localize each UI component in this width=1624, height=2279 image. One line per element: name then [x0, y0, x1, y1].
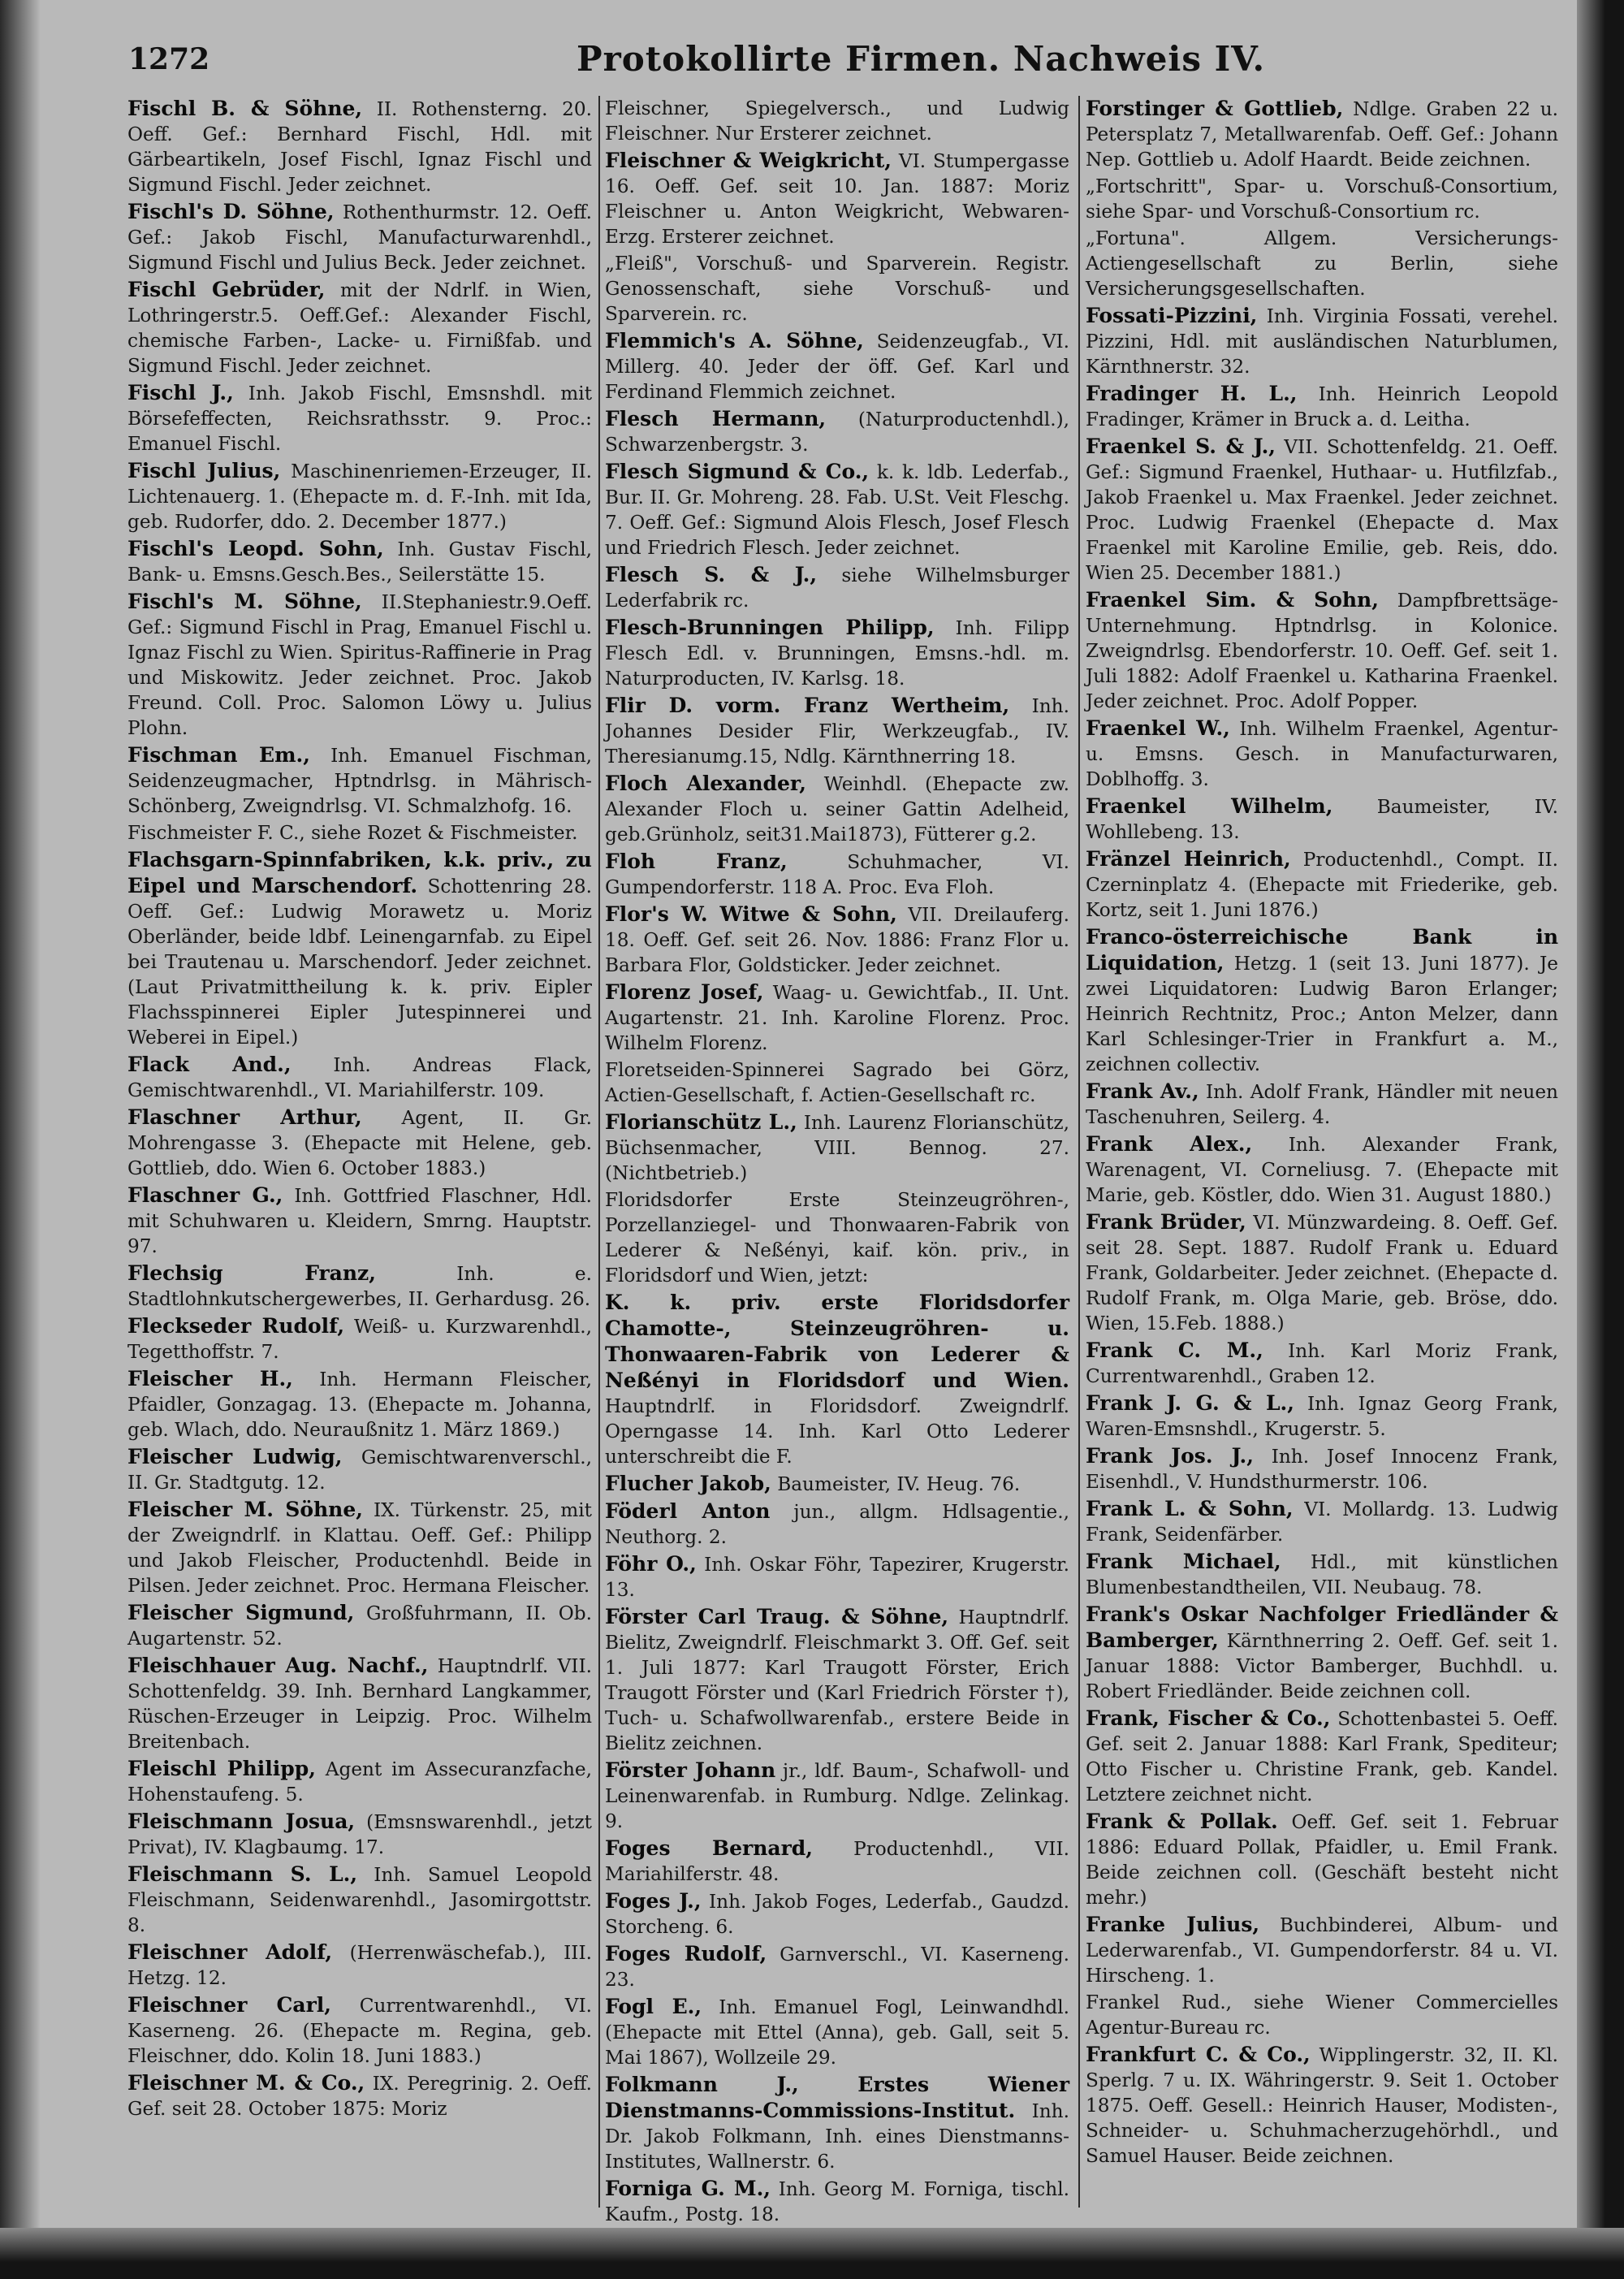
firm-name: Frank Brüder, — [1086, 1210, 1246, 1234]
firm-name: Föderl Anton — [605, 1499, 771, 1523]
firm-name: Frank Av., — [1086, 1079, 1199, 1103]
directory-entry — [605, 979, 1069, 1056]
firm-details: Schottenring 28. Oeff. Gef.: Ludwig Morawetz u. Moriz Oberländer, beide ldbf. Leinengarnfab. zu Eipel bei Trautenau u. Marschendorf. Jeder zeichnet. (Laut Privatmittheilung k. k. priv. Eipler Flachsspinnerei Eipler Jutespinnerei und Weberei in Eipel.) — [127, 876, 592, 1049]
directory-entry — [127, 1052, 592, 1103]
firm-details: Inh. Gottfried Flaschner, Hdl. mit Schuhwaren u. Kleidern, Smrng. Hauptstr. 97. — [127, 1185, 592, 1257]
directory-entry — [1086, 1602, 1558, 1704]
firm-name: Floch Alexander, — [605, 772, 806, 795]
page-header — [122, 39, 1575, 88]
directory-entry — [605, 406, 1069, 457]
firm-name: Fleischer Ludwig, — [127, 1445, 343, 1468]
directory-entry — [127, 1600, 592, 1651]
firm-name: Fleischner M. & Co., — [127, 2071, 365, 2095]
firm-details: Hauptndrlf. Bielitz, Zweigndrlf. Fleischmarkt 3. Off. Gef. seit 1. Juli 1877: Karl Traugott Förster, Erich Traugott Förster und (Karl Friedrich Förster †), Tuch- u. Schafwollwarenfab., erstere Beide in Bielitz zeichnen. — [605, 1607, 1069, 1754]
firm-details: „Fortschritt", Spar- u. Vorschuß-Consortium, siehe Spar- und Vorschuß-Consortium rc. — [1086, 175, 1558, 223]
firm-details: Productenhdl., Compt. II. Czerninplatz 4. (Ehepacte mit Friederike, geb. Kortz, seit 1. Juni 1876.) — [1086, 849, 1558, 921]
firm-name: Forniga G. M., — [605, 2177, 771, 2200]
firm-name: Fleckseder Rudolf, — [127, 1314, 345, 1338]
directory-entry — [127, 1940, 592, 1991]
firm-details: Currentwarenhdl., VI. Kaserneng. 26. (Ehepacte m. Regina, geb. Fleischner, ddo. Kolin 18. Juni 1883.) — [127, 1995, 592, 2067]
page-bottom-shadow — [0, 2228, 1624, 2277]
firm-details: Hauptndrlf. in Floridsdorf. Zweigndrlf. Operngasse 14. Inh. Karl Otto Lederer unterschreibt die F. — [605, 1395, 1069, 1468]
directory-entry — [605, 1604, 1069, 1756]
directory-entry — [1086, 846, 1558, 923]
directory-entry — [605, 148, 1069, 249]
firm-details: Inh. Josef Innocenz Frank, Eisenhdl., V. Hundsthurmerstr. 106. — [1086, 1446, 1559, 1493]
directory-entry — [1086, 1390, 1558, 1442]
firm-details: Baumeister, IV. Heug. 76. — [777, 1473, 1021, 1495]
firm-details: Schuhmacher, VI. Gumpendorferstr. 118 A. Proc. Eva Floh. — [605, 851, 1069, 898]
directory-entry — [605, 1290, 1069, 1469]
firm-details: VI. Mollardg. 13. Ludwig Frank, Seidenfärber. — [1086, 1498, 1558, 1546]
firm-details: Schottenbastei 5. Oeff. Gef. seit 2. Januar 1888: Karl Frank, Spediteur; Otto Fischer u. Christine Frank, geb. Kandel. Letztere zeichnet nicht. — [1086, 1708, 1558, 1805]
firm-details: Inh. Jakob Foges, Lederfab., Gaudzd. Storcheng. 6. — [605, 1891, 1069, 1938]
firm-details: Inh. Oskar Föhr, Tapezirer, Krugerstr. 13. — [605, 1554, 1069, 1601]
firm-name: Fleischhauer Aug. Nachf., — [127, 1654, 429, 1677]
directory-entry — [605, 1758, 1069, 1834]
firm-details: Rothenthurmstr. 12. Oeff. Gef.: Jakob Fischl, Manufacturwarenhdl., Sigmund Fischl und Julius Beck. Jeder zeichnet. — [127, 201, 592, 274]
firm-details: k. k. ldb. Lederfab., Bur. II. Gr. Mohreng. 28. Fab. U.St. Veit Fleschg. 7. Oeff. Gef.: Sigmund Alois Flesch, Josef Flesch und Friedrich Flesch. Jeder zeichnet. — [605, 461, 1069, 559]
firm-details: (Naturproductenhdl.), Schwarzenbergstr. 3. — [605, 409, 1069, 456]
firm-name: Franke Julius, — [1086, 1913, 1260, 1936]
firm-name: Förster Carl Traug. & Söhne, — [605, 1605, 949, 1628]
firm-details: Productenhdl., VII. Mariahilferstr. 48. — [605, 1838, 1069, 1885]
firm-name: Foges Bernard, — [605, 1836, 813, 1860]
directory-entry — [127, 1261, 592, 1312]
directory-entry — [127, 380, 592, 456]
firm-details: Hauptndrlf. VII. Schottenfeldg. 39. Inh. Bernhard Langkammer, Rüschen-Erzeuger in Leipzig. Proc. Wilhelm Breitenbach. — [127, 1655, 592, 1753]
firm-name: Fischl Julius, — [127, 459, 281, 482]
firm-details: Garnverschl., VI. Kaserneng. 23. — [605, 1944, 1069, 1991]
directory-entry — [127, 1756, 592, 1807]
firm-details: mit der Ndrlf. in Wien, Lothringerstr.5. Oeff.Gef.: Alexander Fischl, chemische Farben-, Lacke- u. Firnißfab. und Sigmund Fischl. Jeder zeichnet. — [127, 279, 593, 377]
directory-entry — [605, 2176, 1069, 2227]
firm-details: Seidenzeugfab., VI. Millerg. 40. Jeder der öff. Gef. Karl und Ferdinand Flemmich zeichnet. — [605, 331, 1069, 403]
directory-entry — [1086, 716, 1558, 792]
directory-entry — [605, 459, 1069, 560]
firm-details: Inh. Georg M. Forniga, tischl. Kaufm., Postg. 18. — [605, 2178, 1070, 2225]
firm-name: Fradinger H. L., — [1086, 382, 1298, 405]
directory-entry — [605, 849, 1069, 900]
firm-name: Forstinger & Gottlieb, — [1086, 97, 1344, 120]
directory-entry — [605, 251, 1069, 326]
firm-details: II.Stephaniestr.9.Oeff. Gef.: Sigmund Fischl in Prag, Emanuel Fischl u. Ignaz Fischl zu Wien. Spiritus-Raffinerie in Prag und Miskowitz. Jeder zeichnet. Proc. Jakob Freund. Coll. Proc. Salomon Löwy u. Julius Plohn. — [127, 591, 593, 739]
directory-entry — [127, 1809, 592, 1860]
firm-name: Fleischer H., — [127, 1367, 293, 1390]
directory-entry — [127, 742, 592, 819]
firm-details: Inh. Filipp Flesch Edl. v. Brunningen, Emsns.-hdl. m. Naturproducten, IV. Karlsg. 18. — [605, 617, 1069, 690]
firm-name: Foges Rudolf, — [605, 1942, 767, 1965]
firm-name: Fleischner & Weigkricht, — [605, 149, 892, 172]
column-right — [1086, 96, 1558, 2208]
firm-details: Inh. Karl Moriz Frank, Currentwarenhdl., Graben 12. — [1086, 1340, 1558, 1387]
directory-entry — [605, 1941, 1069, 1992]
firm-name: Flaschner G., — [127, 1183, 283, 1207]
page-left-shadow — [0, 0, 41, 2277]
firm-details: VII. Dreilauferg. 18. Oeff. Gef. seit 26. Nov. 1886: Franz Flor u. Barbara Flor, Goldsticker. Jeder zeichnet. — [605, 904, 1069, 976]
column-divider — [1078, 96, 1080, 2208]
directory-entry — [605, 1551, 1069, 1602]
firm-details: Inh. Laurenz Florianschütz, Büchsenmacher, VIII. Bennog. 27. (Nichtbetrieb.) — [605, 1112, 1069, 1184]
firm-details: „Fleiß", Vorschuß- und Sparverein. Registr. Genossenschaft, siehe Vorschuß- und Sparverein. rc. — [605, 253, 1069, 325]
firm-name: Flaschner Arthur, — [127, 1105, 362, 1129]
firm-details: Hdl., mit künstlichen Blumenbestandtheilen, VII. Neubaug. 78. — [1086, 1551, 1558, 1598]
firm-name: Fraenkel Wilhelm, — [1086, 794, 1333, 818]
firm-details: Floretseiden-Spinnerei Sagrado bei Görz, Actien-Gesellschaft, f. Actien-Gesellschaft rc. — [605, 1059, 1069, 1106]
firm-details: Inh. e. Stadtlohnkutschergewerbes, II. Gerhardusg. 26. — [127, 1263, 593, 1310]
firm-details: Fischmeister F. C., siehe Rozet & Fischmeister. — [127, 822, 578, 844]
firm-details: Großfuhrmann, II. Ob. Augartenstr. 52. — [127, 1602, 592, 1650]
firm-details: Buchbinderei, Album- und Lederwarenfab., VI. Gumpendorferstr. 84 u. VI. Hirscheng. 1. — [1086, 1914, 1558, 1987]
firm-details: Hetzg. 1 (seit 13. Juni 1877). Je zwei Liquidatoren: Ludwig Baron Erlanger; Heinrich Rechtnitz, Proc.; Anton Melzer, dann Karl Schlesinger-Trier in Frankfurt a. M., zeichnen collectiv. — [1086, 953, 1558, 1075]
directory-entry — [605, 1994, 1069, 2070]
page-number: 1272 — [128, 42, 210, 76]
directory-entry — [127, 1862, 592, 1938]
firm-name: Fischl's Leopd. Sohn, — [127, 537, 384, 560]
directory-entry — [605, 1471, 1069, 1497]
firm-details: IX. Türkenstr. 25, mit der Zweigndrlf. in Klattau. Oeff. Gef.: Philipp und Jakob Fleischer, Productenhdl. Beide in Pilsen. Jeder zeichnet. Proc. Hermana Fleischer. — [127, 1499, 592, 1597]
firm-name: Frank Michael, — [1086, 1550, 1281, 1573]
directory-entry — [127, 199, 592, 275]
directory-entry — [1086, 1990, 1558, 2040]
firm-details: Ndlge. Graben 22 u. Petersplatz 7, Metallwarenfab. Oeff. Gef.: Johann Nep. Gottlieb u. Adolf Haardt. Beide zeichnen. — [1086, 98, 1559, 171]
firm-details: Inh. Emanuel Fogl, Leinwandhdl. (Ehepacte mit Ettel (Anna), geb. Gall, seit 5. Mai 1867), Wollzeile 29. — [605, 1996, 1070, 2069]
firm-name: Fraenkel S. & J., — [1086, 435, 1276, 458]
firm-name: Flesch Sigmund & Co., — [605, 460, 870, 483]
directory-entry — [605, 1109, 1069, 1186]
directory-entry — [605, 328, 1069, 404]
directory-entry — [1086, 1549, 1558, 1600]
directory-entry — [1086, 1131, 1558, 1208]
directory-entry — [605, 771, 1069, 847]
directory-entry — [1086, 226, 1558, 301]
firm-name: Flechsig Franz, — [127, 1261, 376, 1285]
directory-entry — [605, 1836, 1069, 1887]
directory-entry — [1086, 587, 1558, 714]
directory-entry — [127, 589, 592, 741]
directory-entry — [605, 693, 1069, 769]
directory-entry — [605, 1057, 1069, 1108]
firm-details: jun., allgm. Hdlsagentie., Neuthorg. 2. — [605, 1501, 1069, 1548]
firm-details: Gemischtwarenverschl., II. Gr. Stadtgutg. 12. — [127, 1447, 592, 1494]
firm-name: Frank Alex., — [1086, 1132, 1253, 1156]
firm-name: Florianschütz L., — [605, 1110, 797, 1134]
firm-details: VI. Stumpergasse 16. Oeff. Gef. seit 10. Jan. 1887: Moriz Fleischner u. Anton Weigkricht, Webwaren-Erzg. Ersterer zeichnet. — [605, 150, 1070, 248]
directory-entry — [127, 96, 592, 197]
firm-details: IX. Peregrinig. 2. Oeff. Gef. seit 28. October 1875: Moriz — [127, 2073, 592, 2120]
firm-name: Frankfurt C. & Co., — [1086, 2043, 1311, 2066]
firm-details: Dampfbrettsäge-Unternehmung. Hptndrlsg. in Kolonice. Zweigndrlsg. Ebendorferstr. 10. Oeff. Gef. seit 1. Juli 1882: Adolf Fraenkel u. Katharina Fraenkel. Jeder zeichnet. Proc. Adolf Popper. — [1086, 590, 1558, 712]
firm-name: Flesch-Brunningen Philipp, — [605, 616, 935, 639]
firm-name: Föhr O., — [605, 1552, 697, 1576]
firm-name: Franco-österreichische Bank in Liquidation, — [1086, 925, 1558, 975]
firm-details: Oeff. Gef. seit 1. Februar 1886: Eduard Pollak, Pfaidler, u. Emil Frank. Beide zeichnen coll. (Geschäft besteht nicht mehr.) — [1086, 1811, 1558, 1909]
directory-entry — [1086, 303, 1558, 379]
firm-name: Flack And., — [127, 1053, 292, 1076]
directory-entry — [127, 1313, 592, 1364]
directory-entry — [127, 277, 592, 378]
firm-details: jr., ldf. Baum-, Schafwoll- und Leinenwarenfab. in Rumburg. Ndlge. Zelinkag. 9. — [605, 1760, 1069, 1832]
directory-entry — [1086, 1706, 1558, 1807]
directory-entry — [1086, 1443, 1558, 1494]
firm-name: Fleischer Sigmund, — [127, 1601, 355, 1624]
directory-entry — [127, 1653, 592, 1754]
firm-details: Inh. Hermann Fleischer, Pfaidler, Gonzagag. 13. (Ehepacte m. Johanna, geb. Wlach, ddo. Neuraußnitz 1. März 1869.) — [127, 1369, 592, 1441]
firm-name: Frank's Oskar Nachfolger Friedländer & Bamberger, — [1086, 1602, 1558, 1652]
firm-name: Fischl B. & Söhne, — [127, 97, 363, 120]
firm-details: Weiß- u. Kurzwarenhdl., Tegetthoffstr. 7. — [127, 1316, 593, 1363]
firm-name: Flir D. vorm. Franz Wertheim, — [605, 694, 1010, 717]
directory-entry — [127, 847, 592, 1050]
directory-entry — [1086, 1809, 1558, 1910]
firm-details: siehe Wilhelmsburger Lederfabrik rc. — [605, 564, 1070, 612]
directory-entry — [1086, 794, 1558, 845]
firm-name: Fischl's D. Söhne, — [127, 200, 335, 223]
directory-entry — [127, 1497, 592, 1598]
firm-name: Frank Jos. J., — [1086, 1444, 1254, 1468]
directory-entry — [127, 1183, 592, 1259]
directory-entry — [1086, 1079, 1558, 1130]
firm-details: Inh. Gustav Fischl, Bank- u. Emsns.Gesch.Bes., Seilerstätte 15. — [127, 538, 592, 586]
directory-entry — [127, 458, 592, 534]
firm-details: Agent, II. Gr. Mohrengasse 3. (Ehepacte mit Helene, geb. Gottlieb, ddo. Wien 6. October 1883.) — [127, 1107, 593, 1179]
directory-entry — [1086, 174, 1558, 224]
firm-details: Inh. Wilhelm Fraenkel, Agentur- u. Emsns. Gesch. in Manufacturwaren, Doblhoffg. 3. — [1086, 718, 1558, 790]
firm-name: Fischl's M. Söhne, — [127, 590, 362, 613]
firm-name: Frank, Fischer & Co., — [1086, 1706, 1331, 1730]
directory-entry — [605, 902, 1069, 978]
firm-name: Frank L. & Sohn, — [1086, 1497, 1294, 1520]
firm-details: Inh. Virginia Fossati, verehel. Pizzini, Hdl. mit ausländischen Naturblumen, Kärnthnerstr. 32. — [1086, 305, 1558, 378]
firm-details: Agent im Assecuranzfache, Hohenstaufeng. 5. — [127, 1758, 592, 1805]
directory-entry — [127, 1992, 592, 2069]
directory-entry — [605, 1888, 1069, 1940]
firm-name: Flucher Jakob, — [605, 1472, 771, 1495]
firm-details: Weinhdl. (Ehepacte zw. Alexander Floch u. seiner Gattin Adelheid, geb.Grünholz, seit31.Mai1873), Fütterer g.2. — [605, 773, 1069, 845]
firm-name: Fleischmann Josua, — [127, 1810, 356, 1833]
firm-name: Frank & Pollak. — [1086, 1810, 1278, 1833]
firm-name: Fogl E., — [605, 1995, 702, 2018]
directory-entry — [1086, 2042, 1558, 2169]
firm-details: Inh. Heinrich Leopold Fradinger, Krämer in Bruck a. d. Leitha. — [1086, 383, 1558, 430]
directory-entry — [1086, 1496, 1558, 1547]
directory-entry — [127, 820, 592, 845]
directory-entry — [127, 1444, 592, 1495]
firm-details: Inh. Ignaz Georg Frank, Waren-Emsnshdl., Krugerstr. 5. — [1086, 1393, 1558, 1440]
directory-entry — [605, 1498, 1069, 1550]
firm-name: Förster Johann — [605, 1758, 776, 1782]
directory-entry — [1086, 1912, 1558, 1988]
firm-details: Inh. Johannes Desider Flir, Werkzeugfab., IV. Theresianumg.15, Ndlg. Kärnthnerring 18. — [605, 695, 1069, 768]
firm-details: Inh. Dr. Jakob Folkmann, Inh. eines Dienstmanns-Institutes, Wallnerstr. 6. — [605, 2100, 1069, 2173]
firm-name: Frank C. M., — [1086, 1338, 1263, 1362]
firm-details: Inh. Alexander Frank, Warenagent, VI. Corneliusg. 7. (Ehepacte mit Marie, geb. Köstler, ddo. Wien 31. August 1880.) — [1086, 1134, 1558, 1206]
firm-name: Fischl Gebrüder, — [127, 278, 326, 301]
firm-details: (Herrenwäschefab.), III. Hetzg. 12. — [127, 1942, 592, 1989]
firm-details: Wipplingerstr. 32, II. Kl. Sperlg. 7 u. IX. Währingerstr. 9. Seit 1. October 1875. Oeff. Gesell.: Heinrich Hauser, Modisten-, Schneider- u. Schuhmacherzugehörhdl., und Samuel Hauser. Beide zeichnen. — [1086, 2044, 1558, 2167]
firm-details: Fleischner, Spiegelversch., und Ludwig Fleischner. Nur Ersterer zeichnet. — [605, 97, 1069, 145]
firm-name: Floh Franz, — [605, 850, 788, 873]
firm-details: (Emsnswarenhdl., jetzt Privat), IV. Klagbaumg. 17. — [127, 1811, 592, 1858]
directory-entry — [1086, 1338, 1558, 1389]
firm-name: Frank J. G. & L., — [1086, 1391, 1294, 1415]
directory-entry — [605, 562, 1069, 613]
firm-details: Inh. Emanuel Fischman, Seidenzeugmacher, Hptndrlsg. in Mährisch-Schönberg, Zweigndrlsg. VI. Schmalzhofg. 16. — [127, 745, 592, 817]
directory-entry — [605, 2072, 1069, 2174]
directory-entry — [1086, 434, 1558, 586]
firm-name: Flor's W. Witwe & Sohn, — [605, 902, 897, 926]
directory-entry — [605, 1187, 1069, 1288]
directory-entry — [127, 2070, 592, 2121]
firm-name: Fleischmann S. L., — [127, 1862, 358, 1886]
directory-entry — [127, 536, 592, 587]
firm-details: VI. Münzwardeing. 8. Oeff. Gef. seit 28. Sept. 1887. Rudolf Frank u. Eduard Frank, Goldarbeiter. Jeder zeichnet. (Ehepacte d. Rudolf Frank, m. Olga Marie, geb. Bröse, ddo. Wien, 15.Feb. 1888.) — [1086, 1212, 1558, 1334]
firm-name: Fleischer M. Söhne, — [127, 1498, 363, 1521]
firm-name: Fleischner Adolf, — [127, 1940, 333, 1964]
firm-details: Inh. Adolf Frank, Händler mit neuen Taschenuhren, Seilerg. 4. — [1086, 1081, 1558, 1128]
firm-name: Fleischner Carl, — [127, 1993, 331, 2017]
firm-details: Inh. Samuel Leopold Fleischmann, Seidenwarenhdl., Jasomirgottstr. 8. — [127, 1864, 592, 1936]
firm-details: Inh. Andreas Flack, Gemischtwarenhdl., VI. Mariahilferstr. 109. — [127, 1054, 593, 1101]
running-head: Protokollirte Firmen. Nachweis IV. — [577, 39, 1266, 79]
firm-details: Kärnthnerring 2. Oeff. Gef. seit 1. Januar 1888: Victor Bamberger, Buchhdl. u. Robert Friedländer. Beide zeichnen coll. — [1086, 1630, 1558, 1702]
directory-entry — [1086, 1209, 1558, 1336]
firm-name: Fleischl Philipp, — [127, 1757, 316, 1780]
firm-details: Floridsdorfer Erste Steinzeugröhren-, Porzellanziegel- und Thonwaaren-Fabrik von Lederer & Neßényi, kaif. kön. priv., in Floridsdorf und Wien, jetzt: — [605, 1189, 1069, 1287]
directory-entry — [1086, 96, 1558, 172]
firm-details: Frankel Rud., siehe Wiener Commercielles Agentur-Bureau rc. — [1086, 1991, 1558, 2039]
firm-name: Flachsgarn-Spinnfabriken, k.k. priv., zu Eipel und Marschendorf. — [127, 848, 592, 897]
directory-entry — [127, 1366, 592, 1442]
firm-name: Fischl J., — [127, 381, 234, 404]
firm-details: VII. Schottenfeldg. 21. Oeff. Gef.: Sigmund Fraenkel, Huthaar- u. Hutfilzfab., Jakob Fraenkel u. Max Fraenkel. Jeder zeichnet. Proc. Ludwig Fraenkel (Ehepacte d. Max Fraenkel mit Karoline Emilie, geb. Reis, ddo. Wien 25. December 1881.) — [1086, 436, 1558, 584]
firm-name: Folkmann J., Erstes Wiener Dienstmanns-Commissions-Institut. — [605, 2073, 1069, 2122]
firm-details: Inh. Jakob Fischl, Emsnshdl. mit Börsefeffecten, Reichsrathsstr. 9. Proc.: Emanuel Fischl. — [127, 383, 593, 455]
page-right-shadow — [1577, 0, 1624, 2277]
firm-details: Waag- u. Gewichtfab., II. Unt. Augartenstr. 21. Inh. Karoline Florenz. Proc. Wilhelm Florenz. — [605, 982, 1069, 1054]
directory-entry — [605, 96, 1069, 146]
firm-name: Fossati-Pizzini, — [1086, 304, 1258, 327]
firm-details: Baumeister, IV. Wohllebeng. 13. — [1086, 796, 1558, 843]
firm-details: „Fortuna". Allgem. Versicherungs-Actiengesellschaft zu Berlin, siehe Versicherungsgesellschaften. — [1086, 227, 1558, 300]
directory-entry — [605, 615, 1069, 691]
firm-name: Fraenkel Sim. & Sohn, — [1086, 588, 1379, 612]
firm-name: Flesch S. & J., — [605, 563, 818, 586]
firm-name: Flesch Hermann, — [605, 407, 827, 430]
firm-name: Fraenkel W., — [1086, 716, 1230, 740]
firm-name: K. k. priv. erste Floridsdorfer Chamotte-, Steinzeugröhren- u. Thonwaaren-Fabrik von Lederer & Neßényi in Floridsdorf und Wien. — [605, 1291, 1069, 1392]
firm-details: II. Rothensterng. 20. Oeff. Gef.: Bernhard Fischl, Hdl. mit Gärbeartikeln, Josef Fischl, Ignaz Fischl und Sigmund Fischl. Jeder zeichnet. — [127, 98, 592, 196]
firm-details: Maschinenriemen-Erzeuger, II. Lichtenauerg. 1. (Ehepacte m. d. F.-Inh. mit Ida, geb. Rudorfer, ddo. 2. December 1877.) — [127, 461, 593, 533]
directory-entry — [1086, 924, 1558, 1077]
firm-name: Fischman Em., — [127, 743, 310, 767]
firm-name: Fränzel Heinrich, — [1086, 847, 1291, 871]
column-middle — [605, 96, 1070, 2225]
column-divider — [598, 96, 600, 2208]
firm-name: Flemmich's A. Söhne, — [605, 329, 864, 352]
directory-entry — [1086, 381, 1558, 432]
column-left — [127, 96, 592, 2208]
firm-name: Florenz Josef, — [605, 980, 764, 1004]
directory-entry — [127, 1105, 592, 1181]
firm-name: Foges J., — [605, 1889, 702, 1913]
